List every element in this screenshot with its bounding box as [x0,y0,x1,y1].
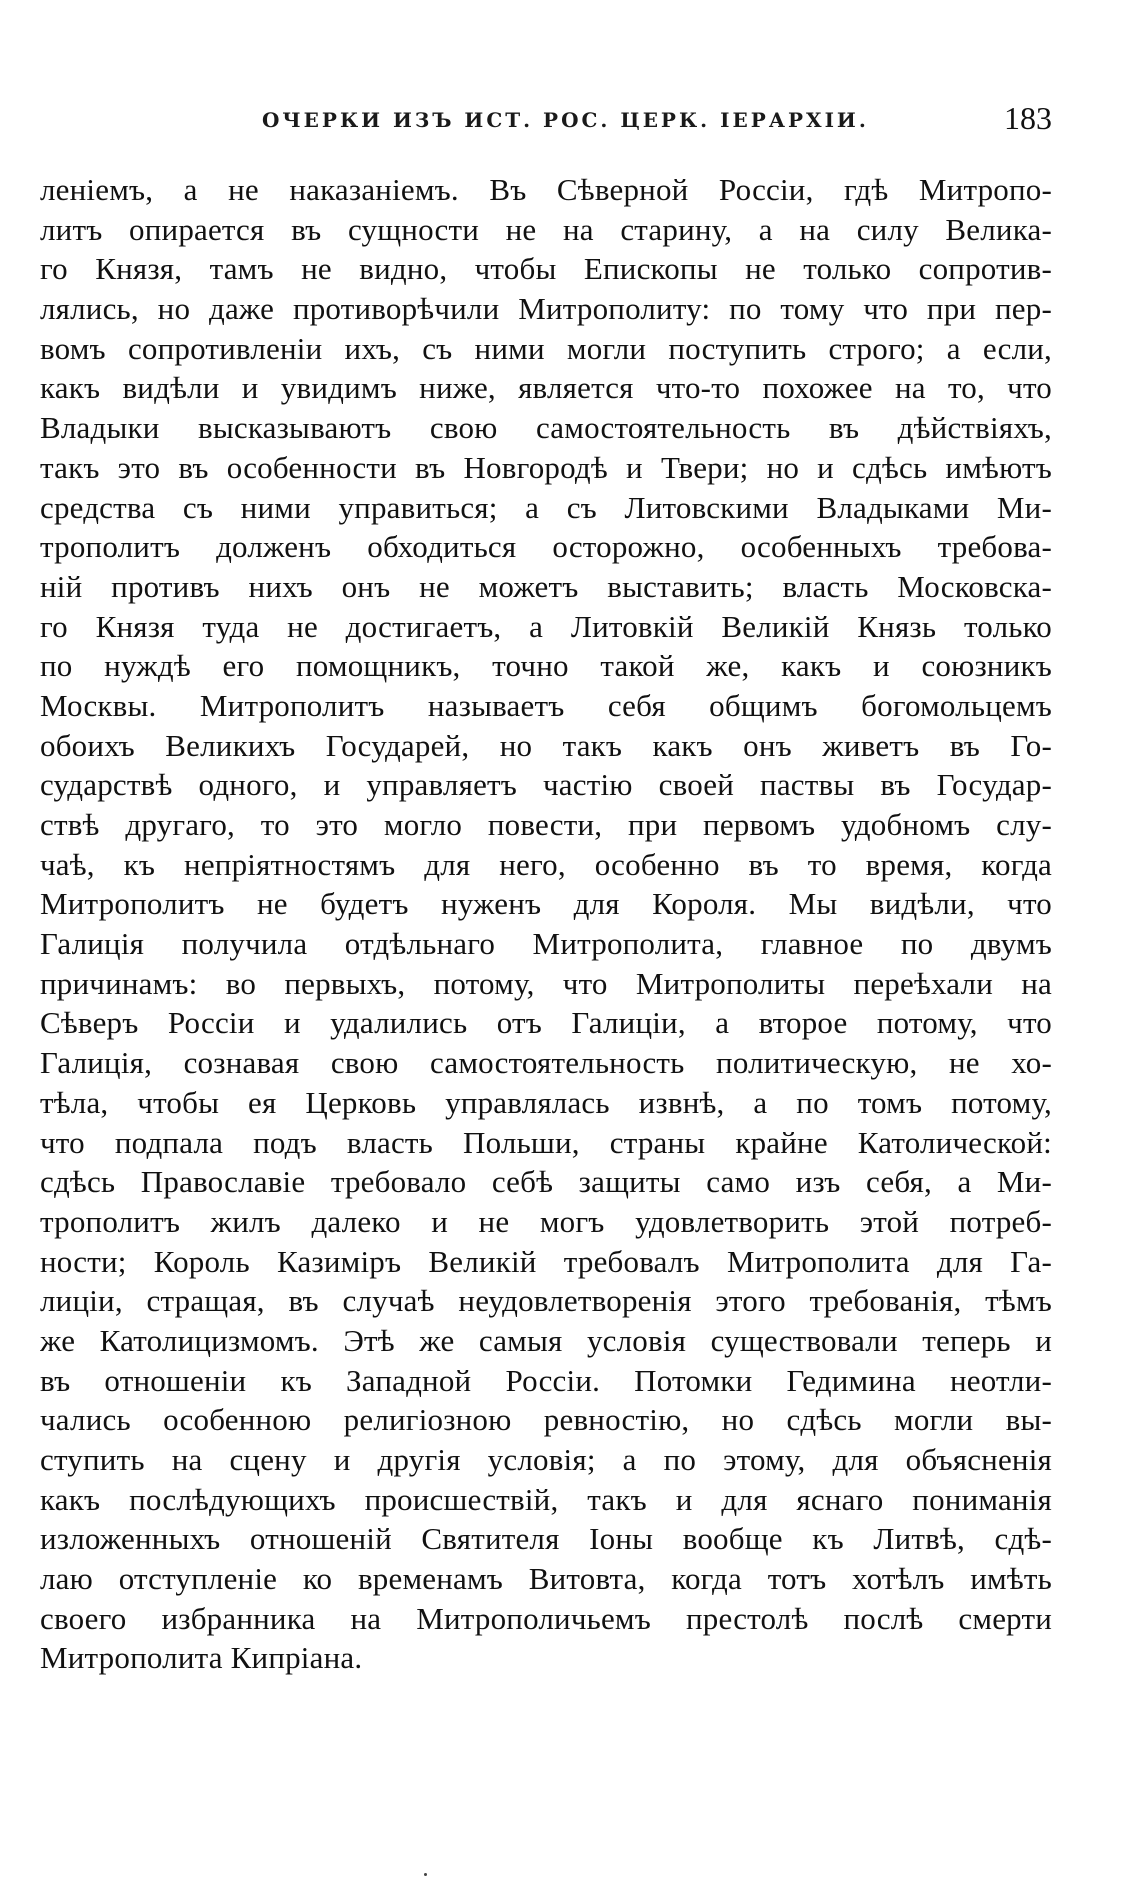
text-line: ствѣ другаго, то это могло повести, при первомъ удобномъ слу- [40,807,1052,842]
text-line: Сѣверъ Россiи и удалились отъ Галицiи, а второе потому, что [40,1005,1052,1041]
text-line: чались особенною религiозною ревностiю, но сдѣсь могли вы- [40,1402,1052,1438]
text-line: Владыки высказываютъ свою самостоятельность въ дѣйствiяхъ, [40,410,1052,446]
text-line: средства съ ними управиться; а съ Литовскими Владыками Ми- [40,489,1052,525]
running-head [40,100,1052,140]
text-line: го Князя туда не достигаетъ, а Литовкiй Великiй Князь только [40,608,1052,644]
text-line: литъ опирается въ сущности не на старину, а на силу Велика- [40,211,1052,247]
text-line: причинамъ: во первыхъ, потому, что Митрополиты переѣхали на [40,965,1052,1001]
text-line: лаю отступленiе ко временамъ Витовта, когда тотъ хотѣлъ имѣть [40,1561,1052,1597]
text-line: чаѣ, къ непрiятностямъ для него, особенно въ то время, когда [40,846,1052,882]
text-line: ленiемъ, а не наказанiемъ. Въ Сѣверной Россiи, гдѣ Митропо- [40,172,1052,207]
text-line: Галицiя, сознавая свою самостоятельность политическую, не хо- [40,1045,1052,1081]
text-line: Москвы. Митрополитъ называетъ себя общимъ богомольцемъ [40,687,1052,723]
text-line: какъ видѣли и увидимъ ниже, является что-то похожее на то, что [40,370,1052,406]
body-text [40,170,1052,1678]
text-line: лицiи, стращая, въ случаѣ неудовлетворенiя этого требованiя, тѣмъ [40,1283,1052,1319]
text-line: по нуждѣ его помощникъ, точно такой же, какъ и союзникъ [40,648,1052,684]
text-line: какъ послѣдующихъ происшествiй, такъ и для яснаго пониманiя [40,1481,1052,1517]
text-line: ступить на сцену и другiя условiя; а по этому, для объясненiя [40,1442,1052,1477]
text-line: же Католицизмомъ. Этѣ же самыя условiя существовали теперь и [40,1322,1052,1358]
text-line: го Князя, тамъ не видно, чтобы Епископы не только сопротив- [40,251,1052,287]
text-line: Митрополита Кипрiана. [40,1640,363,1676]
text-line: такъ это въ особенности въ Новгородѣ и Твери; но и сдѣсь имѣютъ [40,449,1052,485]
print-speck [424,1873,427,1876]
text-line: трополитъ жилъ далеко и не могъ удовлетворить этой потреб- [40,1203,1052,1239]
text-line: Митрополитъ не будетъ нуженъ для Короля. Мы видѣли, что [40,886,1052,922]
text-line: обоихъ Великихъ Государей, но такъ какъ онъ живетъ въ Го- [40,727,1052,763]
text-line: что подпала подъ власть Польши, страны крайне Католической: [40,1124,1052,1160]
page-number: 183 [1004,100,1052,136]
text-line: тѣла, чтобы ея Церковь управлялась извнѣ, а по томъ потому, [40,1084,1052,1120]
text-line: ности; Король Казимiръ Великiй требовалъ Митрополита для Га- [40,1243,1052,1279]
text-line: въ отношенiи къ Западной Россiи. Потомки Гедимина неотли- [40,1362,1052,1398]
text-line: сударствѣ одного, и управляетъ частiю своей паствы въ Государ- [40,767,1052,803]
text-line: лялись, но даже противорѣчили Митрополиту: по тому что при пер- [40,291,1052,327]
running-title: ОЧЕРКИ ИЗЪ ИСТ. РОС. ЦЕРК. IЕРАРХIИ. [262,108,869,132]
text-line: трополитъ долженъ обходиться осторожно, особенныхъ требова- [40,529,1052,565]
text-line: сдѣсь Православiе требовало себѣ защиты само изъ себя, а Ми- [40,1164,1052,1200]
text-line: нiй противъ нихъ онъ не можетъ выставить; власть Московска- [40,568,1052,604]
text-line: своего избранника на Митрополичьемъ престолѣ послѣ смерти [40,1600,1052,1636]
text-line: Галицiя получила отдѣльнаго Митрополита, главное по двумъ [40,926,1052,962]
text-line: вомъ сопротивленiи ихъ, съ ними могли поступить строго; а если, [40,330,1052,366]
text-line: изложенныхъ отношенiй Святителя Iоны вообще къ Литвѣ, сдѣ- [40,1521,1052,1557]
